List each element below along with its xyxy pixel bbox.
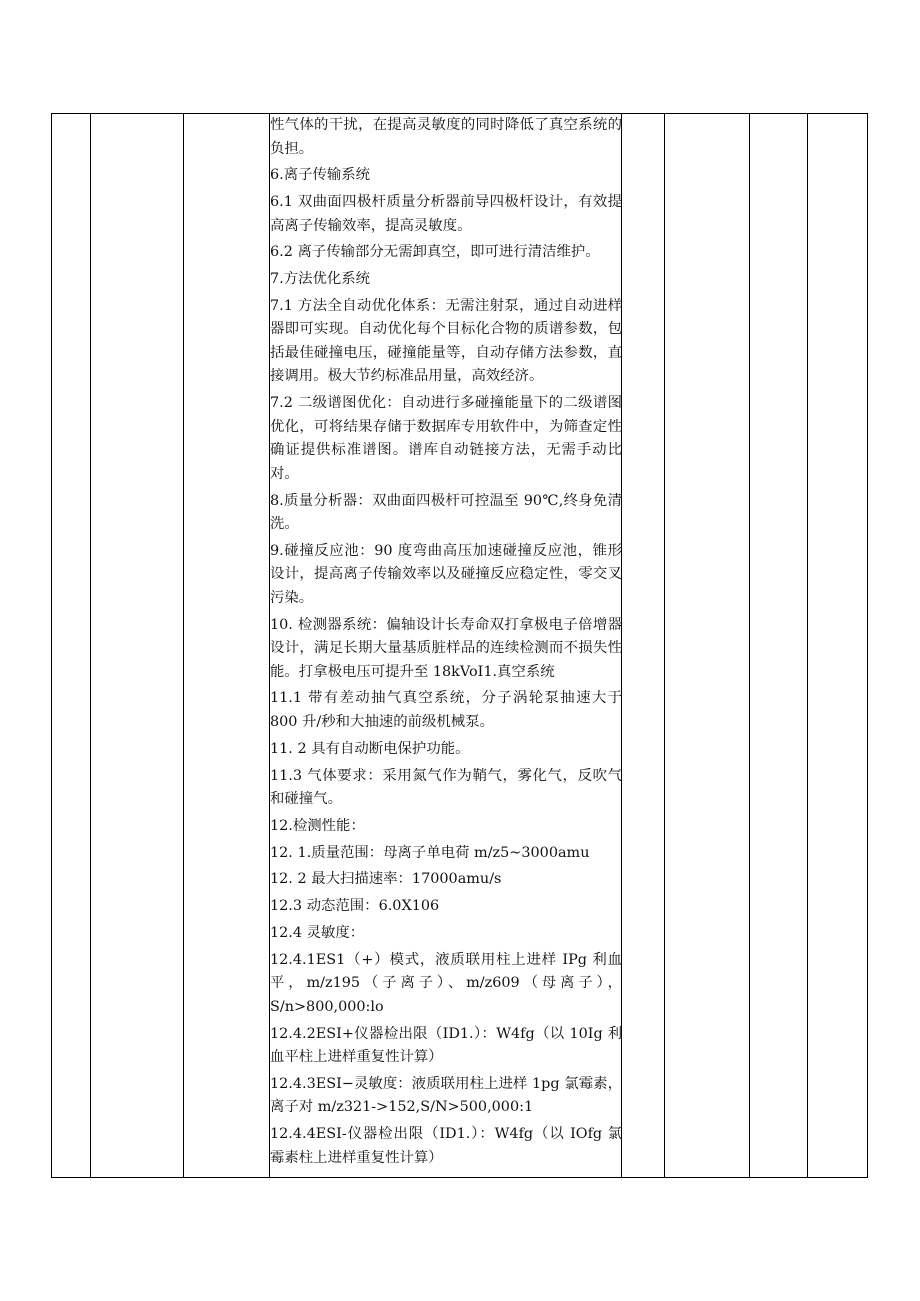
spec-paragraph: 12.4.1ES1（+）模式，液质联用柱上进样 IPg 利血平，m/z195（子离子）、m/z609（母离子），S/n>800,000:lo: [270, 951, 622, 1015]
column-divider: [90, 114, 91, 1177]
column-divider: [664, 114, 665, 1177]
spec-paragraph: 11.3 气体要求：采用氮气作为鞘气，雾化气，反吹气和碰撞气。: [270, 767, 622, 808]
column-divider: [749, 114, 750, 1177]
spec-paragraph: 8.质量分析器：双曲面四极杆可控温至 90℃,终身免清洗。: [270, 492, 622, 533]
spec-paragraph: 12.4.4ESI-仪器检出限（ID1.）：W4fg（以 IOfg 氯霉素柱上进样重复性计算）: [270, 1126, 622, 1166]
spec-cell: [270, 114, 622, 1177]
spec-paragraph: 10. 检测器系统：偏轴设计长寿命双打拿极电子倍增器设计，满足长期大量基质脏样品的连续检测而不损失性能。打拿极电压可提升至 18kVoI1.真空系统: [270, 616, 622, 680]
spec-paragraph: 7.1 方法全自动优化体系：无需注射泵，通过自动进样器即可实现。自动优化每个目标化合物的质谱参数，包括最佳碰撞电压，碰撞能量等，自动存储方法参数，直接调用。极大节约标准品用量，高效经济。: [270, 297, 622, 385]
spec-paragraph: 6.1 双曲面四极杆质量分析器前导四极杆设计，有效提高离子传输效率，提高灵敏度。: [270, 194, 622, 234]
spec-paragraph: 9.碰撞反应池：90 度弯曲高压加速碰撞反应池，锥形设计，提高离子传输效率以及碰撞反应稳定性，零交叉污染。: [270, 542, 622, 606]
spec-paragraph: 7.2 二级谱图优化：自动进行多碰撞能量下的二级谱图优化，可将结果存储于数据库专用软件中，为筛查定性确证提供标准谱图。谱库自动链接方法，无需手动比对。: [270, 395, 622, 482]
spec-paragraph: 12.4.2ESI+仪器检出限（ID1.）：W4fg（以 10Ig 利血平柱上进样重复性计算）: [270, 1025, 622, 1066]
spec-paragraph: 12. 2 最大扫描速率：17000amu/s: [270, 871, 502, 888]
spec-table: [51, 113, 868, 1178]
spec-paragraph: 12. 1.质量范围：母离子单电荷 m/z5~3000amu: [270, 844, 590, 861]
spec-paragraph: 性气体的干扰，在提高灵敏度的同时降低了真空系统的负担。: [270, 117, 622, 157]
section-heading: 7.方法优化系统: [270, 271, 371, 288]
spec-paragraph: 6.2 离子传输部分无需卸真空，即可进行清洁维护。: [270, 244, 600, 261]
spec-paragraph: 11.1 带有差动抽气真空系统，分子涡轮泵抽速大于 800 升/秒和大抽速的前级机械泵。: [270, 690, 622, 730]
column-divider: [183, 114, 184, 1177]
spec-paragraph: 12.4 灵敏度：: [270, 925, 365, 942]
column-divider: [807, 114, 808, 1177]
section-heading: 6.离子传输系统: [270, 167, 371, 184]
spec-paragraph: 11. 2 具有自动断电保护功能。: [270, 740, 470, 757]
spec-paragraph: 12.4.3ESI−灵敏度：液质联用柱上进样 1pg 氯霉素，离子对 m/z321->152,S/N>500,000:1: [270, 1075, 622, 1116]
section-heading: 12.检测性能：: [270, 817, 365, 834]
spec-paragraph: 12.3 动态范围：6.0X106: [270, 898, 440, 915]
